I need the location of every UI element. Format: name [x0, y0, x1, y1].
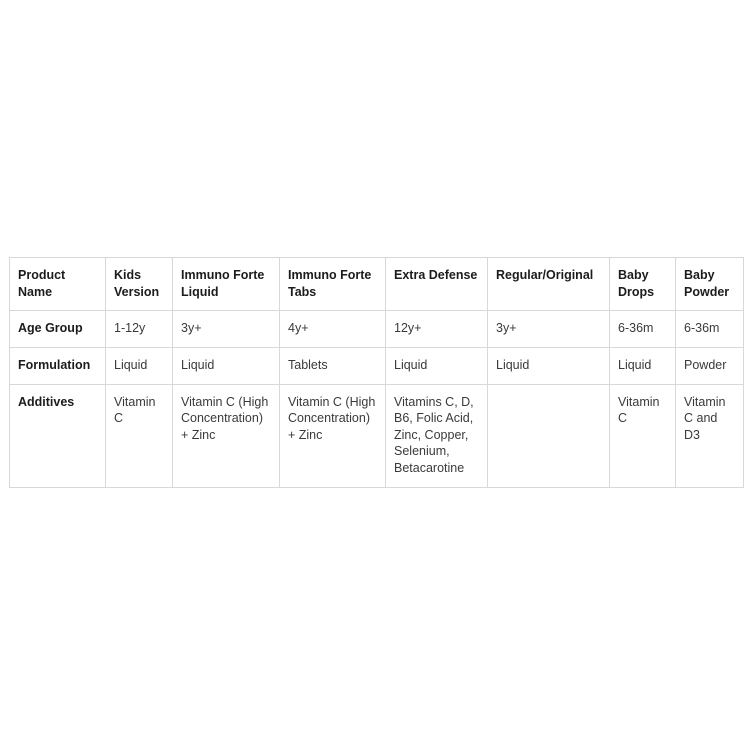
table-header [10, 258, 744, 311]
cell-formulation-immuno-forte-tabs: Tablets [280, 347, 386, 384]
cell-age-group-regular-original: 3y+ [488, 311, 610, 348]
column-header-baby-powder: Baby Powder [676, 258, 744, 311]
cell-formulation-extra-defense: Liquid [386, 347, 488, 384]
table-row [10, 384, 744, 487]
column-header-immuno-forte-liquid: Immuno Forte Liquid [173, 258, 280, 311]
column-header-baby-drops: Baby Drops [610, 258, 676, 311]
column-header-regular-original: Regular/Original [488, 258, 610, 311]
table-header-row [10, 258, 744, 311]
cell-age-group-baby-drops: 6-36m [610, 311, 676, 348]
cell-additives-immuno-forte-liquid: Vitamin C (High Concentration) + Zinc [173, 384, 280, 487]
cell-age-group-immuno-forte-liquid: 3y+ [173, 311, 280, 348]
table-row [10, 347, 744, 384]
cell-additives-baby-powder: Vitamin C and D3 [676, 384, 744, 487]
cell-formulation-baby-powder: Powder [676, 347, 744, 384]
cell-additives-kids-version: Vitamin C [106, 384, 173, 487]
cell-additives-immuno-forte-tabs: Vitamin C (High Concentration) + Zinc [280, 384, 386, 487]
cell-age-group-extra-defense: 12y+ [386, 311, 488, 348]
column-header-extra-defense: Extra Defense [386, 258, 488, 311]
product-comparison-table [9, 257, 744, 488]
cell-additives-extra-defense: Vitamins C, D, B6, Folic Acid, Zinc, Copper, Selenium, Betacarotine [386, 384, 488, 487]
cell-formulation-immuno-forte-liquid: Liquid [173, 347, 280, 384]
cell-formulation-regular-original: Liquid [488, 347, 610, 384]
table-row [10, 311, 744, 348]
comparison-table-container [9, 257, 743, 488]
row-header-age-group: Age Group [10, 311, 106, 348]
row-header-formulation: Formulation [10, 347, 106, 384]
cell-formulation-baby-drops: Liquid [610, 347, 676, 384]
cell-additives-baby-drops: Vitamin C [610, 384, 676, 487]
column-header-kids-version: Kids Version [106, 258, 173, 311]
cell-age-group-baby-powder: 6-36m [676, 311, 744, 348]
cell-age-group-immuno-forte-tabs: 4y+ [280, 311, 386, 348]
table-body [10, 311, 744, 487]
row-header-additives: Additives [10, 384, 106, 487]
cell-age-group-kids-version: 1-12y [106, 311, 173, 348]
column-header-product-name: Product Name [10, 258, 106, 311]
column-header-immuno-forte-tabs: Immuno Forte Tabs [280, 258, 386, 311]
cell-formulation-kids-version: Liquid [106, 347, 173, 384]
cell-additives-regular-original [488, 384, 610, 487]
